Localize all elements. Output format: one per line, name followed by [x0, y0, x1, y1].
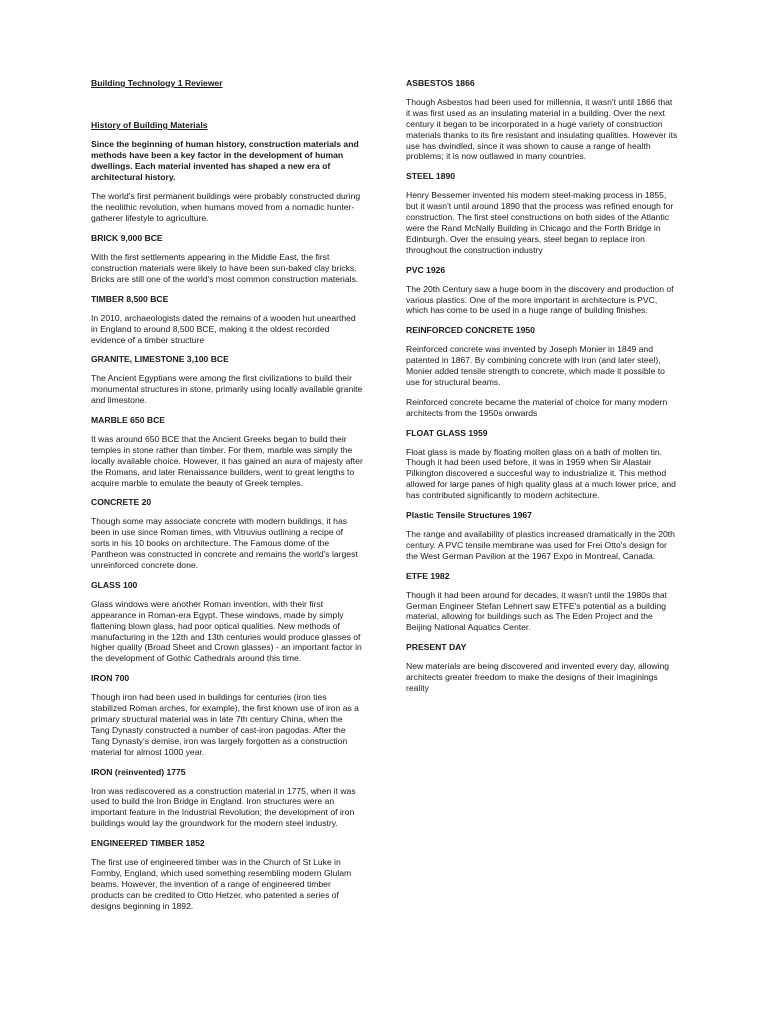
intro-bold-paragraph: Since the beginning of human history, construction materials and methods have been a key factor in the development of human dwellings. Each material invented has shaped a new era of architectural history.: [91, 138, 359, 182]
material-heading: PVC 1926: [406, 264, 446, 275]
material-section-asbestos: [406, 78, 678, 162]
material-section-brick: [91, 233, 363, 285]
material-section-steel: [406, 171, 678, 255]
material-paragraph: Though Asbestos had been used for millennia, it wasn't until 1866 that it was first used as an insulating material in a building. Over the next century it began to be incorporated in a huge variety of construction materials thanks to its fire resistant and insulating qualities. However its use has dwindled, since it was shown to cause a range of health problems; it is now outlawed in many countries.: [406, 96, 678, 162]
material-paragraph: In 2010, archaeologists dated the remains of a wooden hut unearthed in England to around 8,500 BCE, making it the oldest recorded evidence of a timber structure: [91, 312, 356, 345]
material-heading: PRESENT DAY: [406, 642, 467, 653]
material-paragraph: The Ancient Egyptians were among the first civilizations to build their monumental structures in stone, primarily using locally available granite and limestone.: [91, 373, 363, 406]
material-section-iron: [91, 673, 363, 757]
material-paragraph: The 20th Century saw a huge boom in the discovery and production of various plastics. One of the more important in architecture is PVC, which has come to be used in a huge range of building finishes.: [406, 283, 674, 316]
material-paragraph: With the first settlements appearing in the Middle East, the first construction materials were likely to have been sun-baked clay bricks. Bricks are still one of the world's most common construction materials.: [91, 252, 359, 284]
material-paragraph: Float glass is made by floating molten glass on a bath of molten tin. Though it had been used before, it was in 1959 when Sir Alastair Pilkington discovered a succesful way to industrialize it. This method allowed for large panes of high quality glass at a much lower price, and has contributed significantly to modern achitecture.: [406, 446, 676, 501]
material-section-glass: [91, 580, 363, 664]
material-paragraph: Henry Bessemer invented his modern steel-making process in 1855, but it wasn't until around 1890 that the process was refined enough for construction. The first steel constructions on both sides of the Atlantic were the Rand McNally Building in Chicago and the Forth Bridge in Edinburgh. Over the ensuing years, steel began to replace iron throughout the construction industry: [406, 190, 674, 255]
material-heading: FLOAT GLASS 1959: [406, 427, 488, 438]
right-column: [406, 78, 678, 703]
material-section-present-day: [406, 642, 678, 694]
material-section-etfe: [406, 571, 678, 634]
left-column: [91, 78, 363, 921]
material-section-granite: [91, 354, 363, 406]
material-heading: IRON (reinvented) 1775: [91, 766, 186, 777]
material-paragraph: New materials are being discovered and invented every day, allowing architects greater freedom to make the designs of their imaginings reality: [406, 661, 670, 693]
material-heading: ETFE 1982: [406, 570, 450, 581]
material-heading: STEEL 1890: [406, 171, 456, 182]
material-heading: TIMBER 8,500 BCE: [91, 293, 169, 304]
material-heading: BRICK 9,000 BCE: [91, 233, 163, 244]
material-paragraph: The first use of engineered timber was in the Church of St Luke in Formby, England, which used something resembling modern Glulam beams. However, the invention of a range of engineered timber products can be credited to Otto Hetzer, who patented a series of designs beginning in 1892.: [91, 857, 352, 911]
material-heading: IRON 700: [91, 673, 130, 684]
material-section-iron-reinvented: [91, 767, 363, 830]
material-heading: Plastic Tensile Structures 1967: [406, 510, 532, 521]
material-heading: ENGINEERED TIMBER 1852: [91, 838, 205, 849]
material-paragraph: It was around 650 BCE that the Ancient Greeks began to build their temples in stone rather than timber. For them, marble was simply the locally available choice. However, it has gained an aura of majesty after the Romans, and later Renaissance builders, went to great lengths to acquire marble to emulate the beauty of Greek temples.: [91, 433, 363, 488]
material-paragraph: Reinforced concrete became the material of choice for many modern architects from the 1950s onwards: [406, 396, 668, 418]
section-title: History of Building Materials: [91, 119, 208, 130]
material-paragraph: Though iron had been used in buildings for centuries (iron ties stabilized Roman arches, for example), the first known use of iron as a primary structural material was in late 7th century China, when the Tang Dynasty constructed a number of cast-iron pagodas. After the Tang Dynasty's demise, iron was largely forgotten as a construction material for almost 1000 year.: [91, 692, 359, 757]
material-section-engineered-timber: [91, 838, 363, 911]
material-heading: GRANITE, LIMESTONE 3,100 BCE: [91, 354, 229, 365]
material-heading: GLASS 100: [91, 579, 138, 590]
material-paragraph: Glass windows were another Roman invention, with their first appearance in Roman-era Egypt. These windows, made by simply flattening blown glass, had poor optical qualities. New methods of manufacturing in the 12th and 13th centuries would produce glasses of higher quality (Broad Sheet and Crown glasses) - an important factor in the development of Gothic Cathedrals around this time.: [91, 598, 362, 664]
material-paragraph: Though it had been around for decades, it wasn't until the 1980s that German Engineer Stefan Lehnert saw ETFE's potential as a building material, allowing for buildings such as The Eden Project and the Beijing National Aquatics Center.: [406, 589, 668, 633]
material-heading: MARBLE 650 BCE: [91, 415, 166, 426]
intro-paragraph: The world's first permanent buildings were probably constructed during the neolithic revolution, when humans moved from a nomadic hunter-gatherer lifestyle to agriculture.: [91, 191, 361, 224]
material-section-float-glass: [406, 428, 678, 501]
material-heading: REINFORCED CONCRETE 1950: [406, 325, 535, 336]
material-section-timber: [91, 294, 363, 346]
document-title: Building Technology 1 Reviewer: [91, 78, 223, 88]
material-heading: ASBESTOS 1866: [406, 78, 475, 88]
material-paragraph: The range and availability of plastics increased dramatically in the 20th century. A PVC tensile membrane was used for Frei Otto's design for the West German Pavilion at the 1967 Expo in Montreal, Canada.: [406, 529, 675, 561]
material-section-reinforced-concrete: [406, 325, 678, 418]
material-paragraph: Reinforced concrete was invented by Joseph Monier in 1849 and patented in 1867. By combining concrete with iron (and later steel), Monier added tensile strength to concrete, which made it possible to use for structural beams.: [406, 344, 665, 387]
material-section-concrete: [91, 497, 363, 570]
material-heading: CONCRETE 20: [91, 497, 152, 508]
material-section-marble: [91, 415, 363, 488]
material-paragraph: Though some may associate concrete with modern buildings, it has been in use since Roman times, with Vitruvius outlining a recipe of sorts in his 10 books on architecture. The Famous dome of the Pantheon was constructed in concrete and remains the world's largest unreinforced concrete done.: [91, 516, 358, 570]
material-section-plastic-tensile: [406, 510, 678, 562]
material-section-pvc: [406, 265, 678, 317]
material-paragraph: Iron was rediscovered as a construction material in 1775, when it was used to build the Iron Bridge in England. Iron structures were an important feature in the Industrial Revolution; the development of iron buildings would lay the groundwork for the modern steel industry.: [91, 785, 356, 829]
